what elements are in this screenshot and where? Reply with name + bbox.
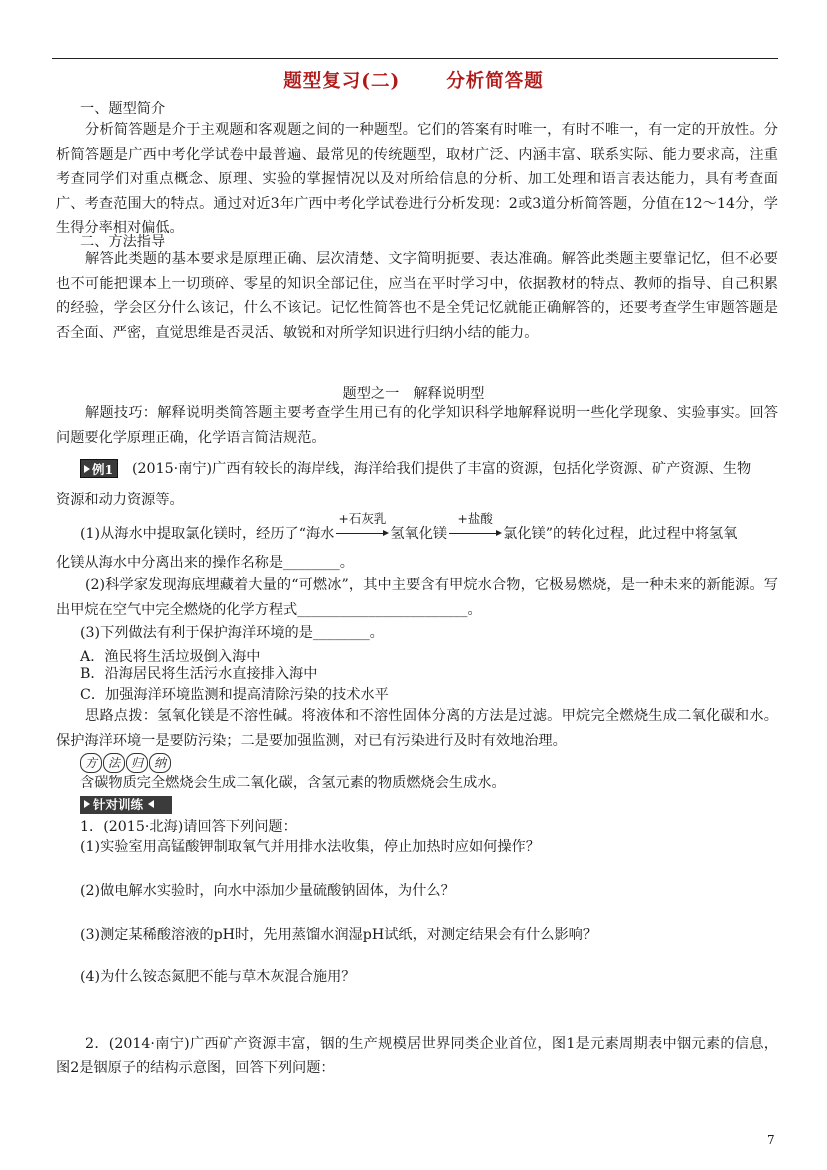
option-c: C．加强海洋环境监测和提高清除污染的技术水平 <box>80 687 389 703</box>
example-question-1-line-2: 化镁从海水中分离出来的操作名称是________。 <box>56 555 354 571</box>
solving-tip: 解题技巧：解释说明类简答题主要考查学生用已有的化学知识科学地解释说明一些化学现象、实验事实。回答问题要化学原理正确，化学语言简洁规范。 <box>56 405 778 446</box>
page-number: 7 <box>767 1133 775 1147</box>
intro-paragraph: 分析简答题是介于主观题和客观题之间的一种题型。它们的答案有时唯一，有时不唯一，有一定的开放性。分析简答题是广西中考化学试卷中最普遍、最常见的传统题型，取材广泛、内涵丰富、联系实际、能力要求高，注重考查同学们对重点概念、原理、实验的掌握情况以及对所给信息的分析、加工处理和语言表达能力，具有考查面广、考查范围大的特点。通过对近3年广西中考化学试卷进行分析发现：2或3道分析简答题，分值在12～14分，学生得分率相对偏低。 <box>56 122 778 236</box>
page-title <box>0 67 827 93</box>
method-summary-text: 含碳物质完全燃烧会生成二氧化碳，含氢元素的物质燃烧会生成水。 <box>80 775 506 791</box>
method-heading: 二、方法指导 <box>80 234 166 250</box>
header-rule <box>52 58 778 59</box>
option-b: B．沿海居民将生活污水直接排入海中 <box>80 666 318 682</box>
intro-heading: 一、题型简介 <box>80 101 166 117</box>
example-question-1: (1)从海水中提取氯化镁时，经历了“海水 +石灰乳 氢氧化镁 +盐酸 氯化镁”的转化过程，此过程中将氢氧 <box>80 511 738 542</box>
example-intro-line-2: 资源和动力资源等。 <box>56 492 184 508</box>
training-question-1-1: (1)实验室用高锰酸钾制取氧气并用排水法收集，停止加热时应如何操作？ <box>80 839 540 855</box>
training-question-1-4: (4)为什么铵态氮肥不能与草木灰混合施用？ <box>80 969 356 985</box>
section-title: 题型之一 解释说明型 <box>342 386 485 402</box>
method-paragraph: 解答此类题的基本要求是原理正确、层次清楚、文字简明扼要、表达准确。解答此类题主要靠记忆，但不必要也不可能把课本上一切琐碎、零星的知识全部记住，应当在平时学习中，依据教材的特点、教师的指导、自己积累的经验，学会区分什么该记，什么不该记。记忆性简答也不是全凭记忆就能正确解答的，还要考查学生审题答题是否全面、严密，直觉思维是否灵活、敏锐和对所学知识进行归纳小结的能力。 <box>56 251 778 341</box>
training-question-1-3: (3)测定某稀酸溶液的pH时，先用蒸馏水润湿pH试纸，对测定结果会有什么影响？ <box>80 927 598 943</box>
reaction-arrow-acid: +盐酸 <box>448 525 502 539</box>
method-summary-badge: 方 法 归 纳 <box>80 752 172 772</box>
title-part-1: 题型复习(二) <box>283 71 401 92</box>
training-question-1: 1．(2015·北海)请回答下列问题： <box>80 819 297 835</box>
option-a: A．渔民将生活垃圾倒入海中 <box>80 649 261 665</box>
reaction-arrow-lime: +石灰乳 <box>335 525 389 539</box>
example-badge: 例1 <box>80 459 118 478</box>
title-part-2: 分析简答题 <box>446 71 544 92</box>
example-intro-line-1: (2015·南宁)广西有较长的海岸线，海洋给我们提供了丰富的资源，包括化学资源、矿产资源、生物 <box>132 461 752 477</box>
example-question-3: (3)下列做法有利于保护海洋环境的是________。 <box>80 625 384 641</box>
thinking-hint: 思路点拨：氢氧化镁是不溶性碱。将液体和不溶性固体分离的方法是过滤。甲烷完全燃烧生成二氧化碳和水。保护海洋环境一是要防污染；二是要加强监测，对已有污染进行及时有效地治理。 <box>56 708 778 749</box>
training-question-1-2: (2)做电解水实验时，向水中添加少量硫酸钠固体，为什么？ <box>80 883 455 899</box>
training-question-2: 2．(2014·南宁)广西矿产资源丰富，铟的生产规模居世界同类企业首位，图1是元素周期表中铟元素的信息，图2是铟原子的结构示意图，回答下列问题： <box>56 1036 778 1076</box>
example-question-2: (2)科学家发现海底埋藏着大量的“可燃冰”，其中主要含有甲烷水合物，它极易燃烧，是一种未来的新能源。写出甲烷在空气中完全燃烧的化学方程式________________________。 <box>56 577 778 618</box>
training-badge: 针对训练 <box>80 796 172 814</box>
